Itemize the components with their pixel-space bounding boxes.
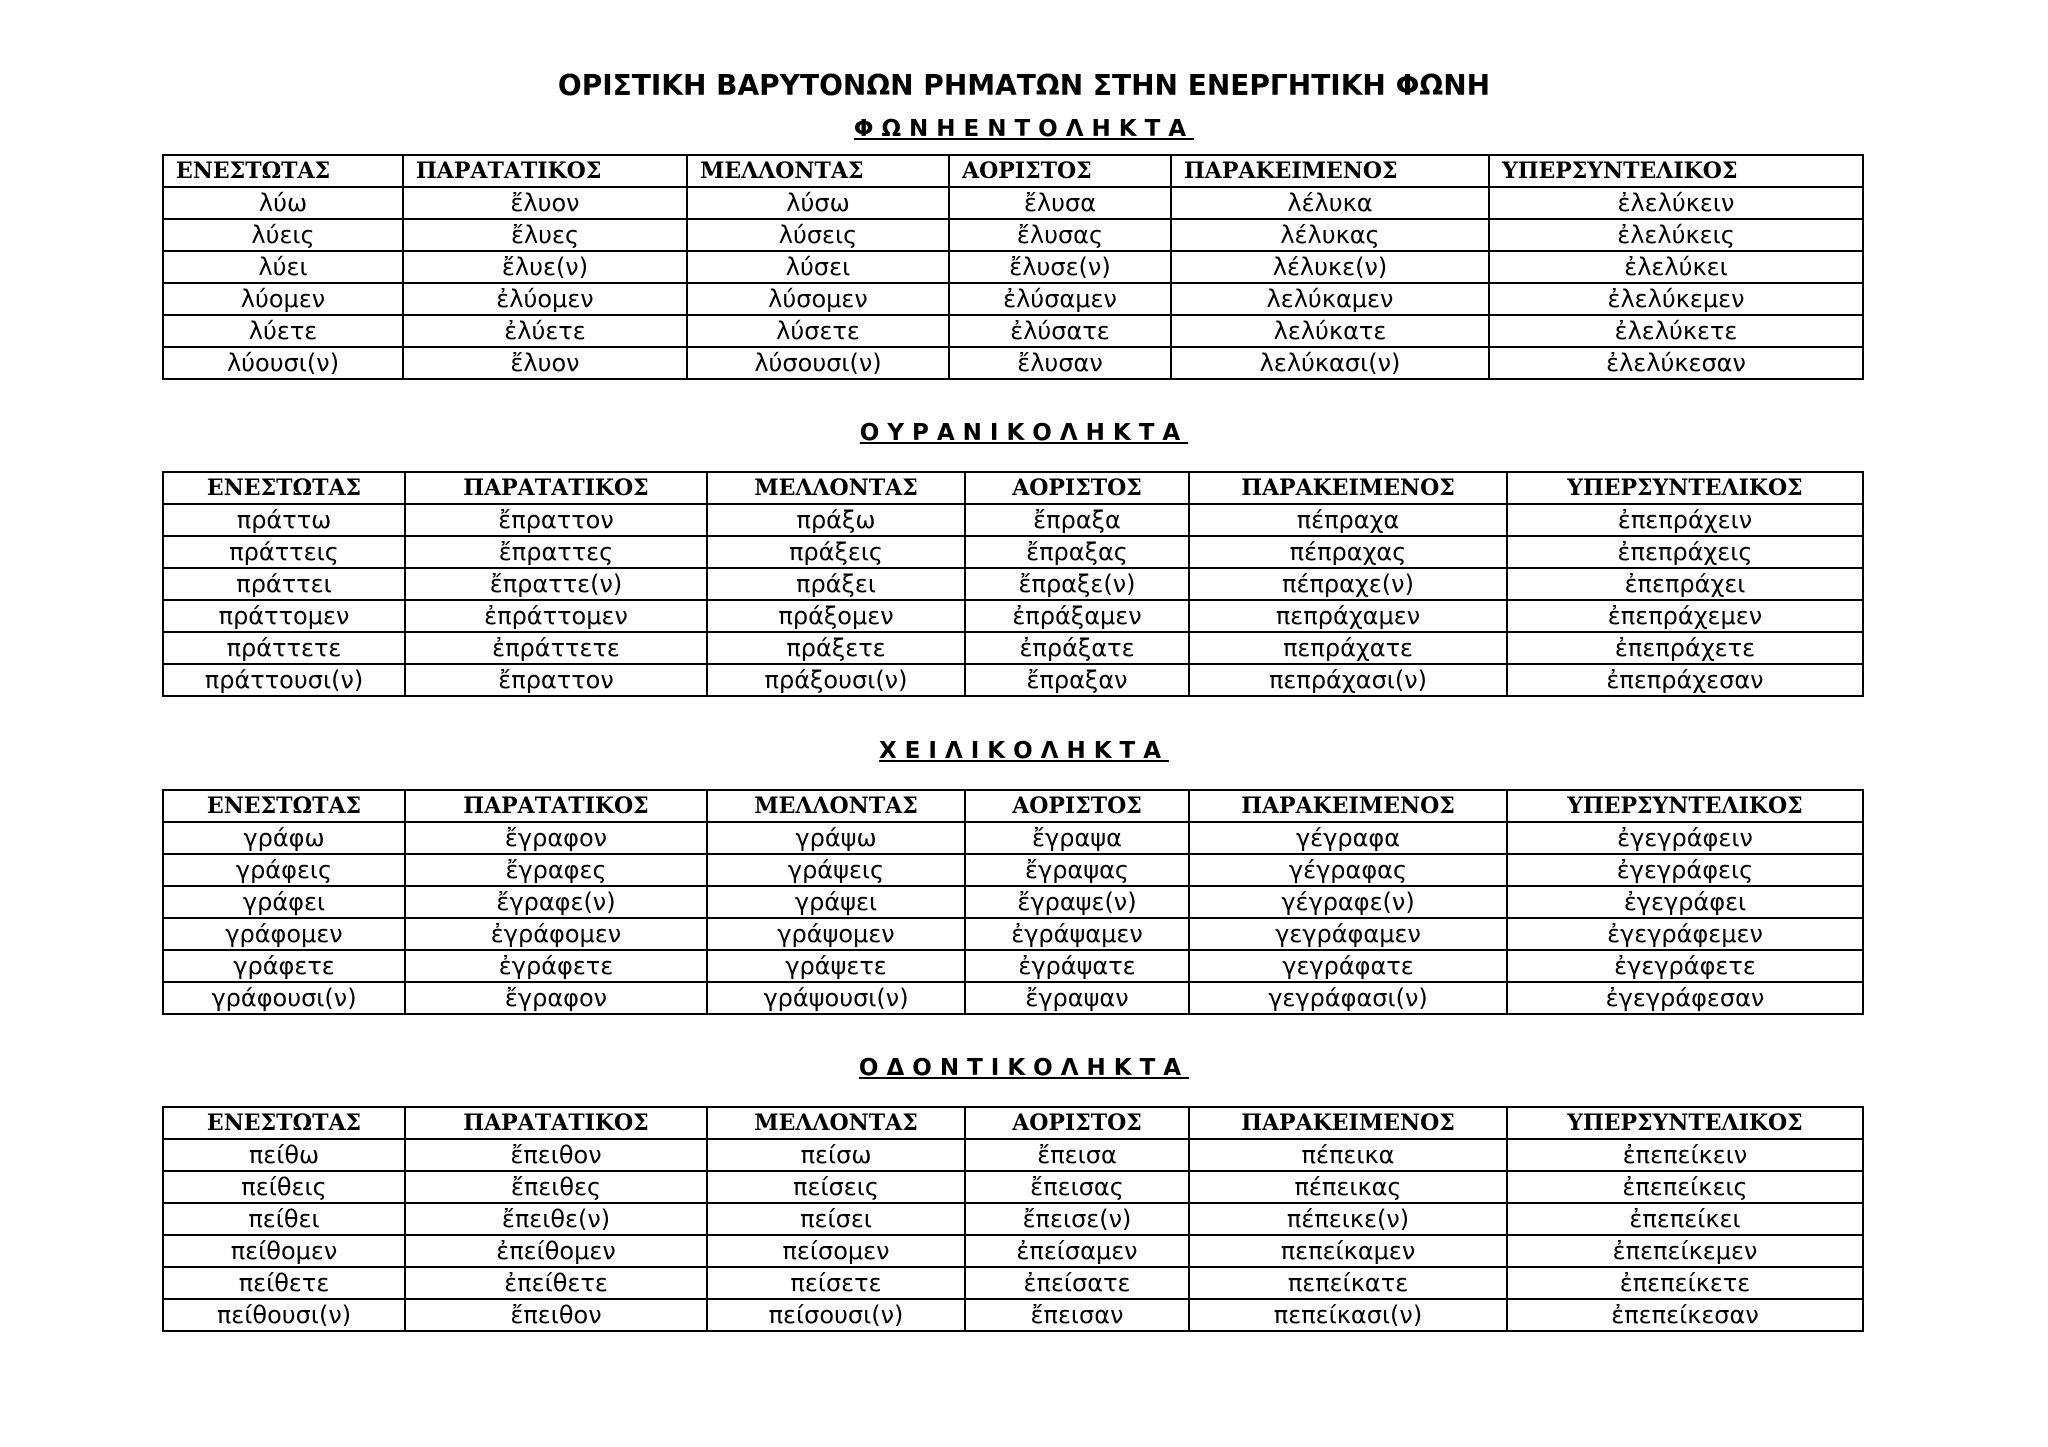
table-cell: πείσετε [707,1267,965,1299]
table-cell: ἐλελύκεμεν [1489,283,1863,315]
table-cell: λύουσι(ν) [163,347,403,379]
table-cell: πράττει [163,568,405,600]
table-cell: λύεις [163,219,403,251]
table-cell: ἐλελύκετε [1489,315,1863,347]
table-cell: λελύκατε [1171,315,1489,347]
column-header: ΠΑΡΑΤΑΤΙΚΟΣ [405,472,707,504]
table-cell: πεπείκασι(ν) [1189,1299,1507,1331]
column-header: ΕΝΕΣΤΩΤΑΣ [163,1107,405,1139]
table-cell: γράφεις [163,854,405,886]
table-cell: ἔγραψα [965,822,1189,854]
table-row [163,536,1863,568]
column-header: ΕΝΕΣΤΩΤΑΣ [163,155,403,187]
table-row [163,1171,1863,1203]
table-row [163,886,1863,918]
table-row [163,283,1863,315]
conjugation-table-vowel-stem [162,154,1864,380]
table-cell: ἐπράττομεν [405,600,707,632]
table-cell: λελύκαμεν [1171,283,1489,315]
table-cell: ἔπειθον [405,1299,707,1331]
table-cell: πράττομεν [163,600,405,632]
table-cell: ἐλελύκειν [1489,187,1863,219]
table-cell: ἔγραφες [405,854,707,886]
table-header-row [163,1107,1863,1139]
table-header-row [163,790,1863,822]
column-header: ΜΕΛΛΟΝΤΑΣ [687,155,949,187]
table-cell: πείσομεν [707,1235,965,1267]
table-cell: πείθουσι(ν) [163,1299,405,1331]
table-cell: ἐπεπείκειν [1507,1139,1863,1171]
table-cell: ἐπεπράχεσαν [1507,664,1863,696]
table-cell: ἐγράφετε [405,950,707,982]
table-cell: ἐπεπείκεμεν [1507,1235,1863,1267]
table-row [163,568,1863,600]
table-cell: ἐπεπράχει [1507,568,1863,600]
table-cell: λελύκασι(ν) [1171,347,1489,379]
column-header: ΠΑΡΑΤΑΤΙΚΟΣ [403,155,687,187]
section-heading-velar-stem: ΟΥΡΑΝΙΚΟΛΗΚΤΑ [859,420,1189,446]
table-cell: λύετε [163,315,403,347]
table-cell: ἐπεπείκετε [1507,1267,1863,1299]
table-cell: ἐγράψατε [965,950,1189,982]
table-cell: πέπραχα [1189,504,1507,536]
table-cell: γράψω [707,822,965,854]
column-header: ΑΟΡΙΣΤΟΣ [965,790,1189,822]
table-cell: ἐπείσαμεν [965,1235,1189,1267]
column-header: ΥΠΕΡΣΥΝΤΕΛΙΚΟΣ [1507,1107,1863,1139]
table-cell: λύσετε [687,315,949,347]
table-cell: ἔπειθε(ν) [405,1203,707,1235]
table-row [163,950,1863,982]
table-cell: ἐγεγράφεσαν [1507,982,1863,1014]
table-cell: λύσω [687,187,949,219]
table-cell: ἐπεπείκει [1507,1203,1863,1235]
table-cell: γράφω [163,822,405,854]
table-cell: ἔπεισε(ν) [965,1203,1189,1235]
table-cell: πράξω [707,504,965,536]
table-cell: λύει [163,251,403,283]
table-cell: ἔπραττον [405,664,707,696]
table-cell: πείθει [163,1203,405,1235]
column-header: ΕΝΕΣΤΩΤΑΣ [163,472,405,504]
table-cell: λύομεν [163,283,403,315]
table-cell: ἔπραξε(ν) [965,568,1189,600]
section-heading-dental-stem: ΟΔΟΝΤΙΚΟΛΗΚΤΑ [858,1055,1190,1081]
table-row [163,664,1863,696]
table-cell: ἔλυον [403,347,687,379]
table-cell: λύσει [687,251,949,283]
table-cell: γέγραφας [1189,854,1507,886]
table-cell: ἔγραψας [965,854,1189,886]
table-cell: ἐλελύκεσαν [1489,347,1863,379]
table-cell: πράττεις [163,536,405,568]
table-cell: ἐγράφομεν [405,918,707,950]
table-row [163,822,1863,854]
table-cell: ἔλυες [403,219,687,251]
table-cell: γράφουσι(ν) [163,982,405,1014]
conjugation-table-dental-stem [162,1106,1864,1332]
table-cell: γέγραφα [1189,822,1507,854]
column-header: ΥΠΕΡΣΥΝΤΕΛΙΚΟΣ [1489,155,1863,187]
table-row [163,187,1863,219]
table-cell: ἐπράξατε [965,632,1189,664]
table-row [163,504,1863,536]
table-row [163,347,1863,379]
table-cell: πεπείκατε [1189,1267,1507,1299]
column-header: ΕΝΕΣΤΩΤΑΣ [163,790,405,822]
table-cell: ἐγεγράφειν [1507,822,1863,854]
table-cell: πέπεικας [1189,1171,1507,1203]
table-row [163,251,1863,283]
page-title: ΟΡΙΣΤΙΚΗ ΒΑΡΥΤΟΝΩΝ ΡΗΜΑΤΩΝ ΣΤΗΝ ΕΝΕΡΓΗΤΙΚΗ ΦΩΝΗ [557,69,1491,102]
table-cell: ἔπραξα [965,504,1189,536]
table-row [163,219,1863,251]
column-header: ΑΟΡΙΣΤΟΣ [965,1107,1189,1139]
table-cell: λέλυκας [1171,219,1489,251]
table-cell: πέπεικε(ν) [1189,1203,1507,1235]
table-cell: ἔγραψε(ν) [965,886,1189,918]
section-heading-labial-stem: ΧΕΙΛΙΚΟΛΗΚΤΑ [878,738,1170,764]
table-cell: ἔλυσας [949,219,1171,251]
table-cell: ἔγραφον [405,982,707,1014]
column-header: ΑΟΡΙΣΤΟΣ [949,155,1171,187]
table-row [163,918,1863,950]
table-row [163,1203,1863,1235]
table-cell: ἔπραξας [965,536,1189,568]
table-cell: ἔλυσε(ν) [949,251,1171,283]
table-header-row [163,472,1863,504]
table-cell: λύσομεν [687,283,949,315]
table-cell: πείθω [163,1139,405,1171]
table-cell: ἐπείθομεν [405,1235,707,1267]
table-cell: γράψουσι(ν) [707,982,965,1014]
table-cell: ἔγραφον [405,822,707,854]
table-cell: γράψεις [707,854,965,886]
column-header: ΠΑΡΑΚΕΙΜΕΝΟΣ [1189,1107,1507,1139]
column-header: ΜΕΛΛΟΝΤΑΣ [707,790,965,822]
table-cell: ἐπεπείκεις [1507,1171,1863,1203]
column-header: ΠΑΡΑΚΕΙΜΕΝΟΣ [1171,155,1489,187]
table-cell: πράξει [707,568,965,600]
table-cell: ἔπειθες [405,1171,707,1203]
column-header: ΥΠΕΡΣΥΝΤΕΛΙΚΟΣ [1507,790,1863,822]
table-cell: πείθετε [163,1267,405,1299]
table-cell: ἐπεπράχετε [1507,632,1863,664]
table-row [163,1267,1863,1299]
table-cell: γράφομεν [163,918,405,950]
table-cell: λύσεις [687,219,949,251]
table-cell: γεγράφασι(ν) [1189,982,1507,1014]
table-cell: ἐλύσατε [949,315,1171,347]
table-row [163,1299,1863,1331]
table-row [163,1235,1863,1267]
table-cell: ἐγράψαμεν [965,918,1189,950]
table-row [163,632,1863,664]
column-header: ΠΑΡΑΚΕΙΜΕΝΟΣ [1189,790,1507,822]
table-cell: ἐπείθετε [405,1267,707,1299]
table-cell: ἐπεπράχειν [1507,504,1863,536]
table-cell: ἐλελύκεις [1489,219,1863,251]
table-cell: πέπεικα [1189,1139,1507,1171]
table-cell: γράψει [707,886,965,918]
table-cell: ἐπεπείκεσαν [1507,1299,1863,1331]
table-cell: πείθεις [163,1171,405,1203]
table-cell: ἐλύετε [403,315,687,347]
table-cell: λέλυκε(ν) [1171,251,1489,283]
table-cell: ἔπραξαν [965,664,1189,696]
table-cell: ἔγραφε(ν) [405,886,707,918]
table-cell: πείσει [707,1203,965,1235]
table-cell: ἐλύσαμεν [949,283,1171,315]
table-cell: γεγράφατε [1189,950,1507,982]
table-cell: ἔλυε(ν) [403,251,687,283]
table-cell: ἔπειθον [405,1139,707,1171]
table-cell: γράφει [163,886,405,918]
table-row [163,315,1863,347]
table-cell: πράττω [163,504,405,536]
table-cell: ἔπεισαν [965,1299,1189,1331]
table-cell: ἐπράττετε [405,632,707,664]
table-cell: πράξετε [707,632,965,664]
table-cell: πεπράχασι(ν) [1189,664,1507,696]
table-cell: ἐγεγράφετε [1507,950,1863,982]
table-cell: πράξομεν [707,600,965,632]
conjugation-table-labial-stem [162,789,1864,1015]
table-cell: γράψετε [707,950,965,982]
table-cell: πείσεις [707,1171,965,1203]
table-cell: ἔλυσα [949,187,1171,219]
table-cell: ἐγεγράφεμεν [1507,918,1863,950]
table-cell: πεπείκαμεν [1189,1235,1507,1267]
table-cell: λέλυκα [1171,187,1489,219]
column-header: ΥΠΕΡΣΥΝΤΕΛΙΚΟΣ [1507,472,1863,504]
table-cell: ἔπραττες [405,536,707,568]
table-cell: λύσουσι(ν) [687,347,949,379]
conjugation-table-velar-stem [162,471,1864,697]
table-cell: ἔπεισας [965,1171,1189,1203]
table-cell: ἔπραττε(ν) [405,568,707,600]
table-cell: ἐλελύκει [1489,251,1863,283]
table-cell: ἐλύομεν [403,283,687,315]
table-cell: ἔπραττον [405,504,707,536]
table-row [163,982,1863,1014]
table-cell: ἐγεγράφει [1507,886,1863,918]
column-header: ΠΑΡΑΤΑΤΙΚΟΣ [405,790,707,822]
table-cell: γράψομεν [707,918,965,950]
section-heading-vowel-stem: ΦΩΝΗΕΝΤΟΛΗΚΤΑ [853,116,1195,142]
table-cell: ἐπράξαμεν [965,600,1189,632]
table-cell: ἔγραψαν [965,982,1189,1014]
table-cell: γράφετε [163,950,405,982]
table-row [163,600,1863,632]
table-cell: πράττουσι(ν) [163,664,405,696]
table-cell: ἔλυσαν [949,347,1171,379]
table-cell: πείσω [707,1139,965,1171]
table-cell: γεγράφαμεν [1189,918,1507,950]
table-cell: πράττετε [163,632,405,664]
table-cell: πεπράχατε [1189,632,1507,664]
table-cell: πείθομεν [163,1235,405,1267]
table-cell: ἐγεγράφεις [1507,854,1863,886]
column-header: ΜΕΛΛΟΝΤΑΣ [707,1107,965,1139]
table-cell: ἐπείσατε [965,1267,1189,1299]
table-cell: πέπραχας [1189,536,1507,568]
table-cell: πεπράχαμεν [1189,600,1507,632]
column-header: ΜΕΛΛΟΝΤΑΣ [707,472,965,504]
table-cell: ἐπεπράχεμεν [1507,600,1863,632]
table-row [163,854,1863,886]
column-header: ΠΑΡΑΚΕΙΜΕΝΟΣ [1189,472,1507,504]
table-cell: λύω [163,187,403,219]
table-cell: ἔλυον [403,187,687,219]
table-cell: πράξουσι(ν) [707,664,965,696]
column-header: ΑΟΡΙΣΤΟΣ [965,472,1189,504]
table-cell: πράξεις [707,536,965,568]
table-cell: ἔπεισα [965,1139,1189,1171]
table-cell: πέπραχε(ν) [1189,568,1507,600]
table-cell: ἐπεπράχεις [1507,536,1863,568]
table-cell: γέγραφε(ν) [1189,886,1507,918]
table-row [163,1139,1863,1171]
table-cell: πείσουσι(ν) [707,1299,965,1331]
table-header-row [163,155,1863,187]
column-header: ΠΑΡΑΤΑΤΙΚΟΣ [405,1107,707,1139]
